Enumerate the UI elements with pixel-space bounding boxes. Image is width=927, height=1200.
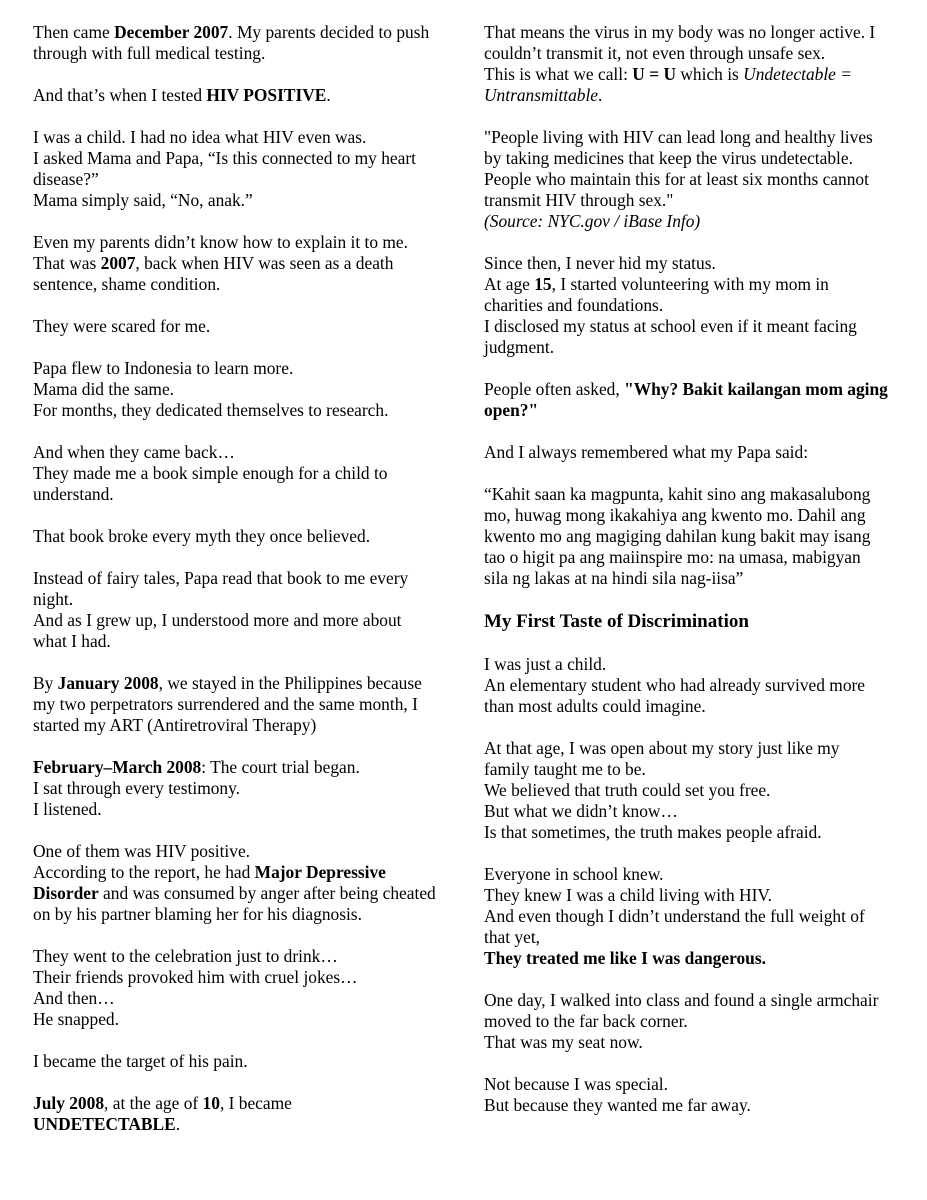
paragraph: Not because I was special. But because they wanted me far away. (484, 1074, 751, 1115)
paragraph: And that’s when I tested HIV POSITIVE. (33, 85, 331, 105)
paragraph: I became the target of his pain. (33, 1051, 248, 1071)
paragraph: They were scared for me. (33, 316, 211, 336)
paragraph: Then came December 2007. My parents decided to push through with full medical testing. (33, 22, 430, 63)
quote-paragraph: "People living with HIV can lead long and healthy lives by taking medicines that keep the virus undetectable. People who maintain this for at least six months cannot transmit HIV through sex." (Source: NYC.gov / iBase Info) (484, 127, 873, 231)
paragraph: Since then, I never hid my status. At age 15, I started volunteering with my mom in charities and foundations. I disclosed my status at school even if it meant facing judgment. (484, 253, 857, 357)
tagalog-quote: “Kahit saan ka magpunta, kahit sino ang makasalubong mo, huwag mong ikakahiya ang kwento mo. Dahil ang kwento mo ang magiging dahilan kung bakit may isang tao o higit pa ang maiinspire mo: na umasa, mabigyan sila ng lakas at na hindi sila nag-iisa” (484, 484, 871, 588)
left-column (33, 22, 438, 1156)
paragraph: Instead of fairy tales, Papa read that book to me every night. And as I grew up, I understood more and more about what I had. (33, 568, 409, 651)
paragraph: That means the virus in my body was no longer active. I couldn’t transmit it, not even through unsafe sex. This is what we call: U = U which is Undetectable = Untransmittable. (484, 22, 876, 105)
paragraph: One of them was HIV positive. According to the report, he had Major Depressive Disorder and was consumed by anger after being cheated on by his partner blaming her for his diagnosis. (33, 841, 436, 924)
paragraph: Papa flew to Indonesia to learn more. Mama did the same. For months, they dedicated themselves to research. (33, 358, 389, 420)
paragraph: I was just a child. An elementary student who had already survived more than most adults could imagine. (484, 654, 866, 716)
section-heading: My First Taste of Discrimination (484, 611, 749, 632)
paragraph: By January 2008, we stayed in the Philippines because my two perpetrators surrendered and the same month, I started my ART (Antiretroviral Therapy) (33, 673, 422, 735)
paragraph: July 2008, at the age of 10, I became UNDETECTABLE. (33, 1093, 292, 1134)
paragraph: That book broke every myth they once believed. (33, 526, 371, 546)
paragraph: Everyone in school knew. They knew I was a child living with HIV. And even though I didn’t understand the full weight of that yet, They treated me like I was dangerous. (484, 864, 865, 968)
source-citation: (Source: NYC.gov / iBase Info) (484, 211, 701, 231)
paragraph: February–March 2008: The court trial began. I sat through every testimony. I listened. (33, 757, 360, 819)
paragraph: At that age, I was open about my story just like my family taught me to be. We believed that truth could set you free. But what we didn’t know… Is that sometimes, the truth makes people afraid. (484, 738, 840, 842)
paragraph: Even my parents didn’t know how to explain it to me. That was 2007, back when HIV was seen as a death sentence, shame condition. (33, 232, 408, 294)
paragraph: They went to the celebration just to drink… Their friends provoked him with cruel jokes… And then… He snapped. (33, 946, 358, 1029)
paragraph: I was a child. I had no idea what HIV even was. I asked Mama and Papa, “Is this connected to my heart disease?” Mama simply said, “No, anak.” (33, 127, 416, 210)
paragraph: One day, I walked into class and found a single armchair moved to the far back corner. That was my seat now. (484, 990, 879, 1052)
paragraph: And I always remembered what my Papa said: (484, 442, 809, 462)
paragraph: And when they came back… They made me a book simple enough for a child to understand. (33, 442, 388, 504)
right-column (484, 22, 889, 1137)
paragraph: People often asked, "Why? Bakit kailangan mom aging open?" (484, 379, 888, 420)
